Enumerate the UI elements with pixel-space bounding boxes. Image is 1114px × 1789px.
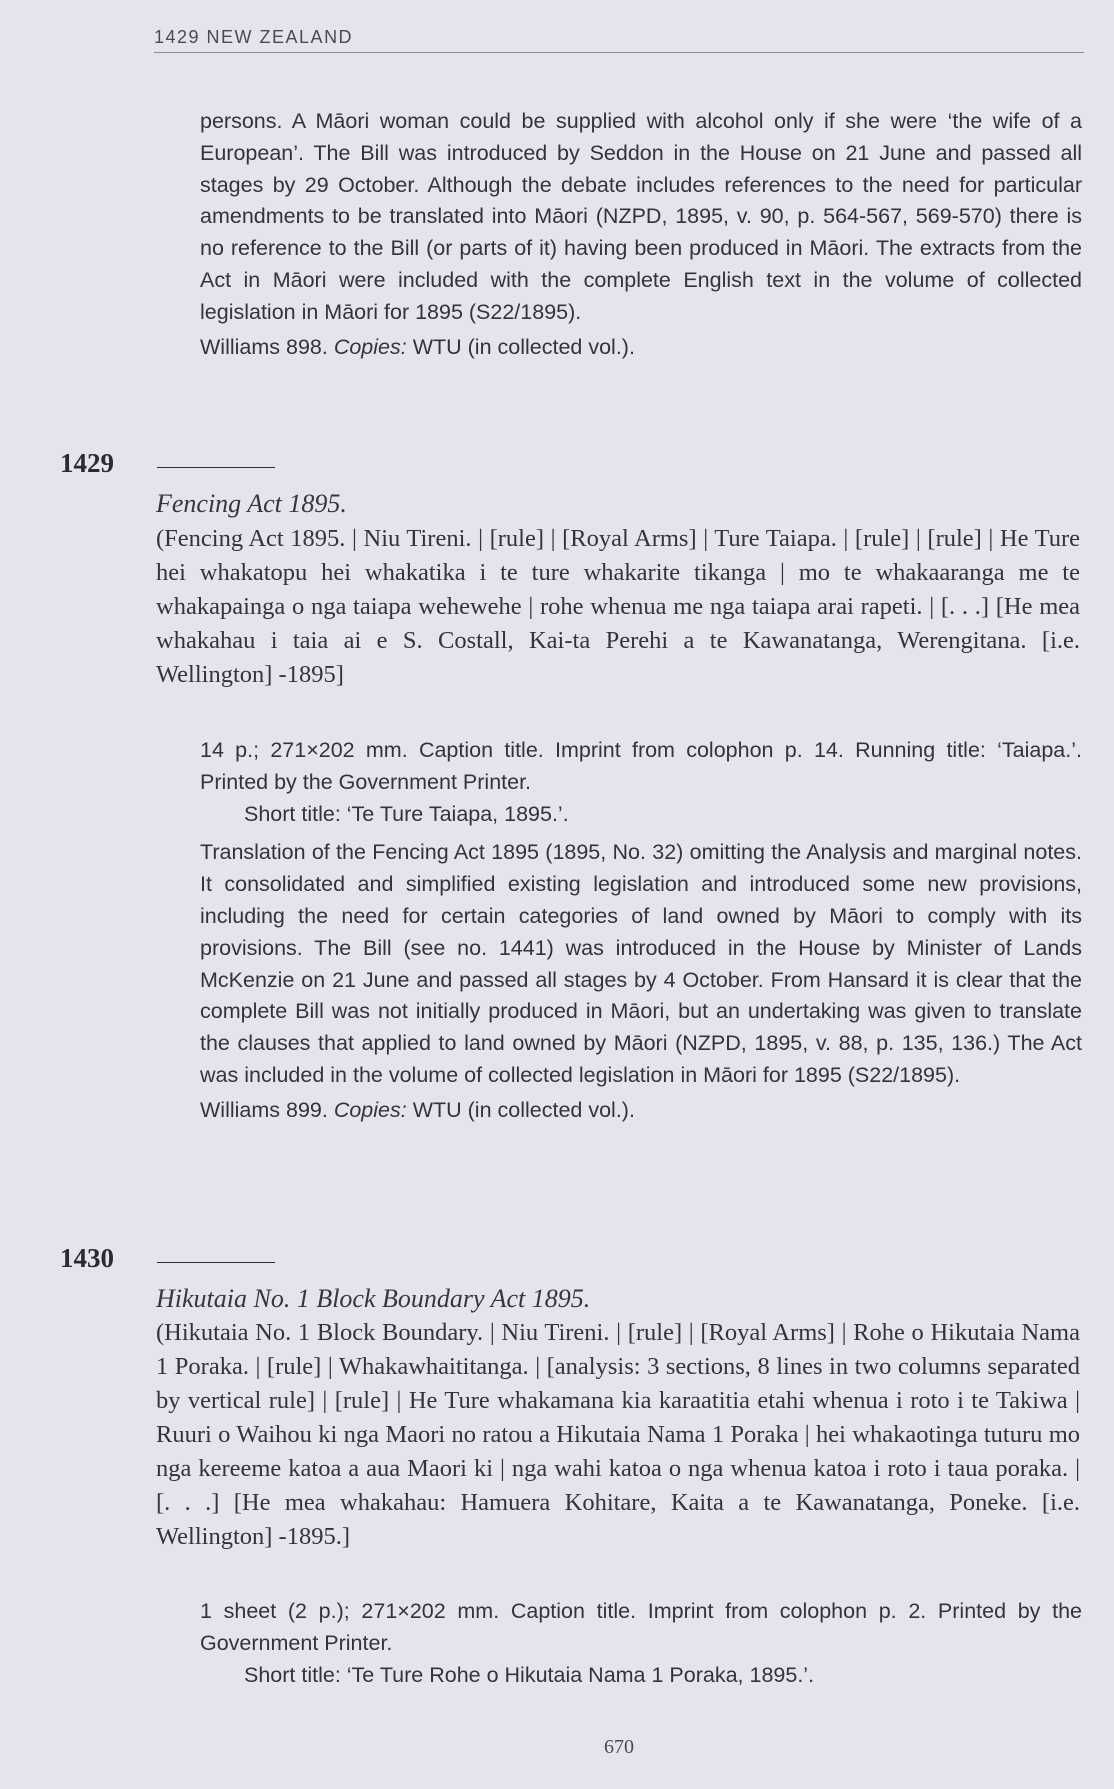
entry-copies (200, 1098, 1082, 1123)
copies-ref: Williams 898. (200, 334, 328, 359)
carry-over-copies (200, 335, 1082, 360)
entry-title: Fencing Act 1895. (156, 489, 347, 518)
header-rule (154, 52, 1084, 53)
entry-short-title: Short title: ‘Te Ture Taiapa, 1895.’. (244, 801, 569, 826)
entry-description (200, 1596, 1082, 1691)
running-head: 1429 NEW ZEALAND (154, 27, 354, 47)
copies-label: Copies: (333, 1097, 407, 1122)
carry-over-text: persons. A Māori woman could be supplied with alcohol only if she were ‘the wife of a European’. The Bill was introduced by Seddon in the House on 21 June and passed all stages by 29 October. Although the debate includes references to the need for particular amendments to be translated into Māori (NZPD, 1895, v. 90, p. 564-567, 569-570) there is no reference to the Bill (or parts of it) having been produced in Māori. The extracts from the Act in Māori were included with the complete English text in the volume of collected legislation in Māori for 1895 (S22/1895). (200, 109, 1082, 324)
carry-over-note (200, 106, 1082, 360)
entry-physical: 1 sheet (2 p.); 271×202 mm. Caption title. Imprint from colophon p. 2. Printed by the Government Printer. (200, 1599, 1082, 1655)
entry-transcription-block (156, 522, 1080, 692)
copies-ref: Williams 899. (200, 1097, 328, 1122)
copies-value: WTU (in collected vol.). (412, 334, 635, 359)
entry-rule (157, 467, 275, 468)
entry-transcription: (Fencing Act 1895. | Niu Tireni. | [rule] | [Royal Arms] | Ture Taiapa. | [rule] | [rule] | He Ture hei whakatopu hei whakatika i te ture whakarite tikanga | mo te whakaaranga me te whakapainga o nga taiapa wehewehe | rohe whenua me nga taiapa arai rapeti. | [. . .] [He mea whakahau i taia ai e S. Costall, Kai-ta Perehi a te Kawanatanga, Werengitana. [i.e. Wellington] -1895] (156, 525, 1080, 688)
entry-rule (157, 1262, 275, 1263)
page-number: 670 (604, 1736, 634, 1758)
entry-short-title: Short title: ‘Te Ture Rohe o Hikutaia Nama 1 Poraka, 1895.’. (244, 1662, 815, 1687)
entry-description (200, 735, 1082, 1123)
entry-number: 1430 (60, 1243, 114, 1273)
copies-label: Copies: (333, 334, 407, 359)
entry-transcription: (Hikutaia No. 1 Block Boundary. | Niu Tireni. | [rule] | [Royal Arms] | Rohe o Hikutaia Nama 1 Poraka. | [rule] | Whakawhaititanga. | [analysis: 3 sections, 8 lines in two columns separated by vertical rule] | [rule] | He Ture whakamana kia karaatitia etahi whenua i roto i te Takiwa | Ruuri o Waihou ki nga Maori no ratou a Hikutaia Nama 1 Poraka | hei whakaotinga tuturu mo nga kereeme katoa a aua Maori ki | nga wahi katoa o nga whenua katoa i roto i taua poraka. | [. . .] [He mea whakahau: Hamuera Kohitare, Kaita a te Kawanatanga, Poneke. [i.e. Wellington] -1895.] (156, 1319, 1080, 1550)
entry-note: Translation of the Fencing Act 1895 (1895, No. 32) omitting the Analysis and marginal notes. It consolidated and simplified existing legislation and introduced some new provisions, including the need for certain categories of land owned by Māori to comply with its provisions. The Bill (see no. 1441) was introduced in the House by Minister of Lands McKenzie on 21 June and passed all stages by 4 October. From Hansard it is clear that the complete Bill was not initially produced in Māori, but an undertaking was given to translate the clauses that applied to land owned by Māori (NZPD, 1895, v. 88, p. 135, 136.) The Act was included in the volume of collected legislation in Māori for 1895 (S22/1895). (200, 840, 1082, 1087)
entry-title: Hikutaia No. 1 Block Boundary Act 1895. (156, 1284, 591, 1313)
entry-physical: 14 p.; 271×202 mm. Caption title. Imprint from colophon p. 14. Running title: ‘Taiapa.’. Printed by the Government Printer. (200, 738, 1082, 794)
entry-transcription-block (156, 1316, 1080, 1554)
copies-value: WTU (in collected vol.). (412, 1097, 635, 1122)
entry-number: 1429 (60, 448, 114, 478)
